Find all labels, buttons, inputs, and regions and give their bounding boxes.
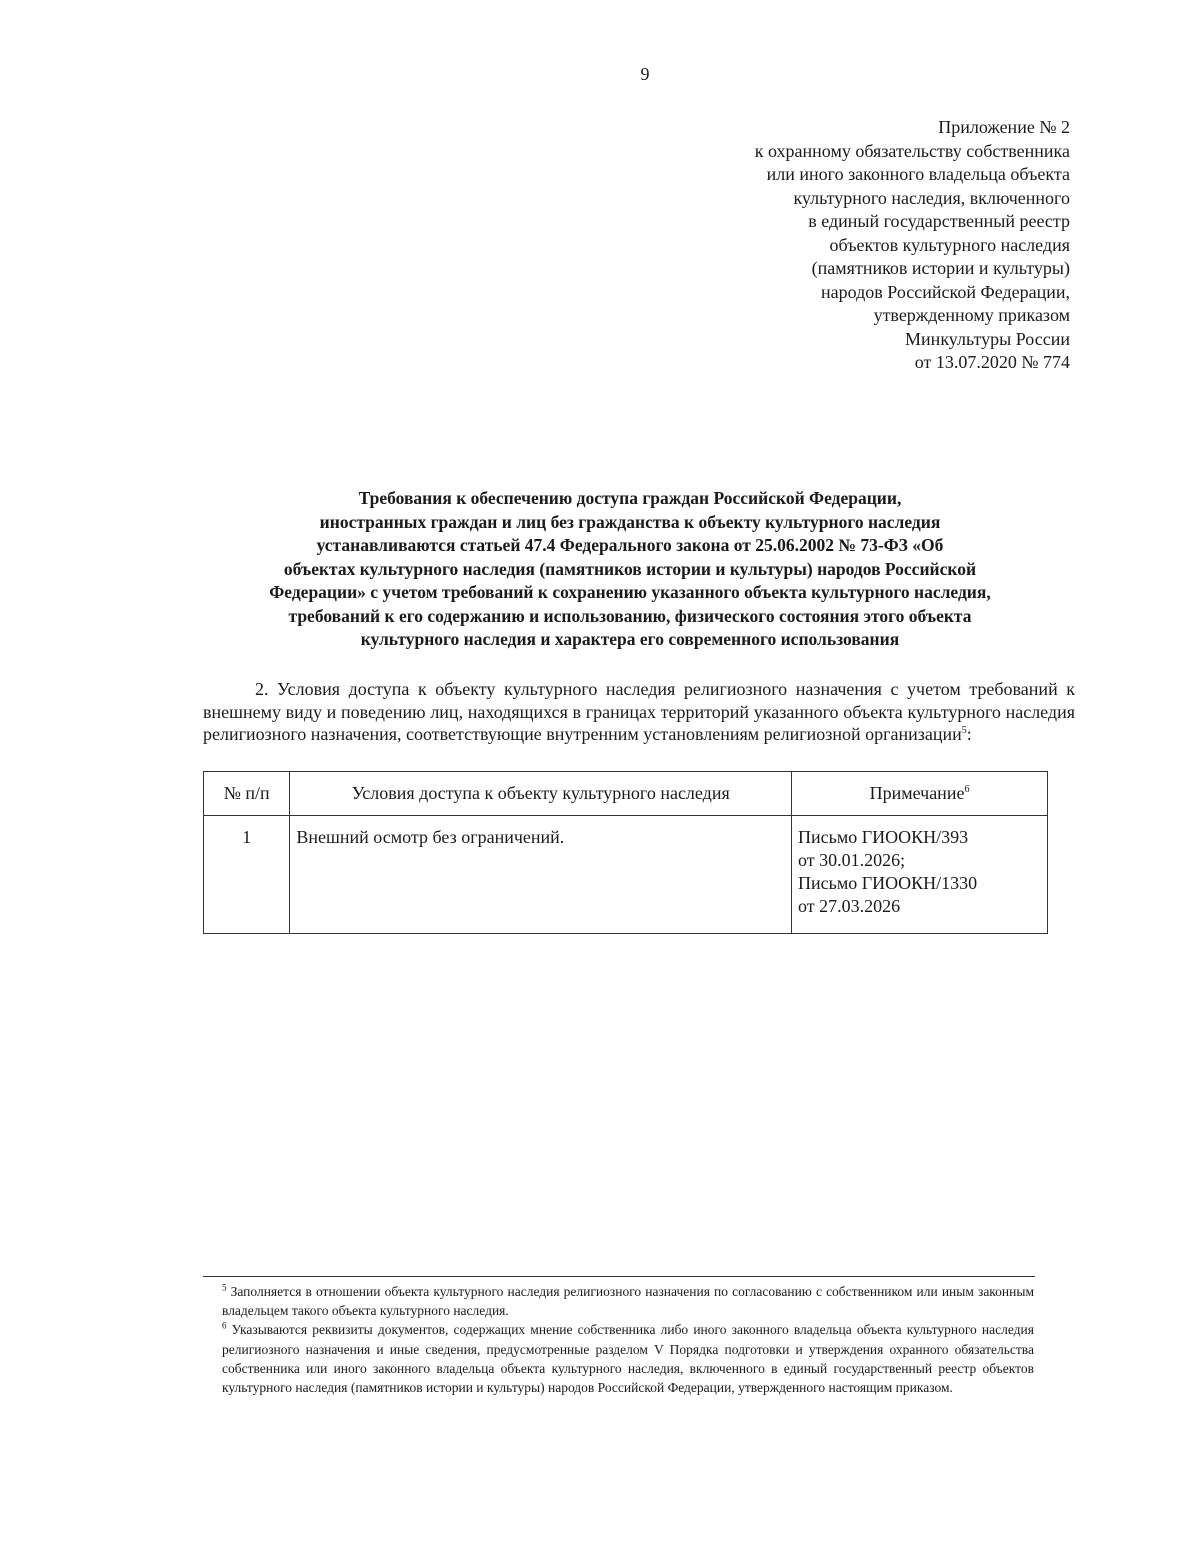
appendix-line: Минкультуры России [905, 328, 1070, 349]
title-line: объектах культурного наследия (памятников истории и культуры) народов Российской [283, 558, 977, 579]
cell-num: 1 [204, 816, 290, 934]
paragraph-tail: : [966, 724, 972, 744]
cell-conditions: Внешний осмотр без ограничений. [290, 816, 792, 934]
footnote-ref: 6 [964, 784, 970, 795]
col-header-note-text: Примечание [869, 783, 965, 803]
appendix-line: Приложение № 2 [938, 117, 1070, 137]
col-header-num: № п/п [204, 772, 290, 816]
footnote-mark: 5 [222, 1282, 227, 1293]
document-title [205, 487, 1055, 652]
appendix-line: культурного наследия, включенного [793, 187, 1070, 208]
footnote-text: Указываются реквизиты документов, содержащих мнение собственника либо иного законного владельца объекта культурного наследия религиозного назначения и иные сведения, предусмотренные разделом V Порядка подготовки и утверждения охранного обязательства собственника или иного законного владельца объекта культурного наследия, включенного в единый государственный реестр объектов культурного наследия (памятников истории и культуры) народов Российской Федерации, утвержденного настоящим приказом. [222, 1322, 1034, 1396]
footnote-ref: 5 [961, 725, 967, 736]
footnote-divider [203, 1276, 1035, 1277]
table-header-row [204, 772, 1048, 816]
appendix-line: (памятников истории и культуры) [811, 258, 1070, 278]
note-line: от 27.03.2026 [798, 896, 901, 916]
page-number: 9 [640, 64, 650, 84]
access-conditions-table [203, 771, 1048, 934]
note-line: Письмо ГИООКН/1330 [798, 873, 978, 893]
appendix-line: в единый государственный реестр [808, 211, 1070, 231]
title-line: требований к его содержанию и использованию, физического состояния этого объекта [288, 605, 972, 626]
note-line: Письмо ГИООКН/393 [798, 827, 969, 847]
footnote-6 [222, 1320, 1034, 1397]
title-line: культурного наследия и характера его современного использования [360, 629, 900, 649]
title-line: устанавливаются статьей 47.4 Федерального закона от 25.06.2002 № 73-ФЗ «Об [316, 535, 944, 555]
footnote-5 [222, 1282, 1034, 1320]
title-line: Федерации» с учетом требований к сохранению указанного объекта культурного наследия, [269, 582, 991, 602]
note-line: от 30.01.2026; [798, 850, 906, 870]
title-line: иностранных граждан и лиц без гражданства к объекту культурного наследия [319, 511, 941, 532]
appendix-line: от 13.07.2020 № 774 [914, 352, 1070, 372]
footnotes [222, 1282, 1034, 1397]
conditions-paragraph [203, 678, 1075, 746]
table-row [204, 816, 1048, 934]
appendix-line: объектов культурного наследия [829, 234, 1070, 255]
title-line: Требования к обеспечению доступа граждан Российской Федерации, [358, 488, 902, 508]
appendix-line: к охранному обязательству собственника [754, 140, 1070, 161]
footnote-mark: 6 [222, 1320, 227, 1331]
col-header-note [792, 772, 1048, 816]
appendix-line: утвержденному приказом [873, 305, 1070, 325]
col-header-conditions: Условия доступа к объекту культурного наследия [290, 772, 792, 816]
footnote-text: Заполняется в отношении объекта культурного наследия религиозного назначения по согласованию с собственником или иным законным владельцем такого объекта культурного наследия. [222, 1284, 1034, 1319]
cell-note [792, 816, 1048, 934]
appendix-caption [610, 116, 1070, 375]
appendix-line: или иного законного владельца объекта [766, 164, 1070, 184]
appendix-line: народов Российской Федерации, [821, 281, 1070, 302]
paragraph-text: 2. Условия доступа к объекту культурного наследия религиозного назначения с учетом требований к внешнему виду и поведению лиц, находящихся в границах территорий указанного объекта культурного наследия религиозного назначения, соответствующие внутренним установлениям религиозной организации [203, 679, 1075, 744]
